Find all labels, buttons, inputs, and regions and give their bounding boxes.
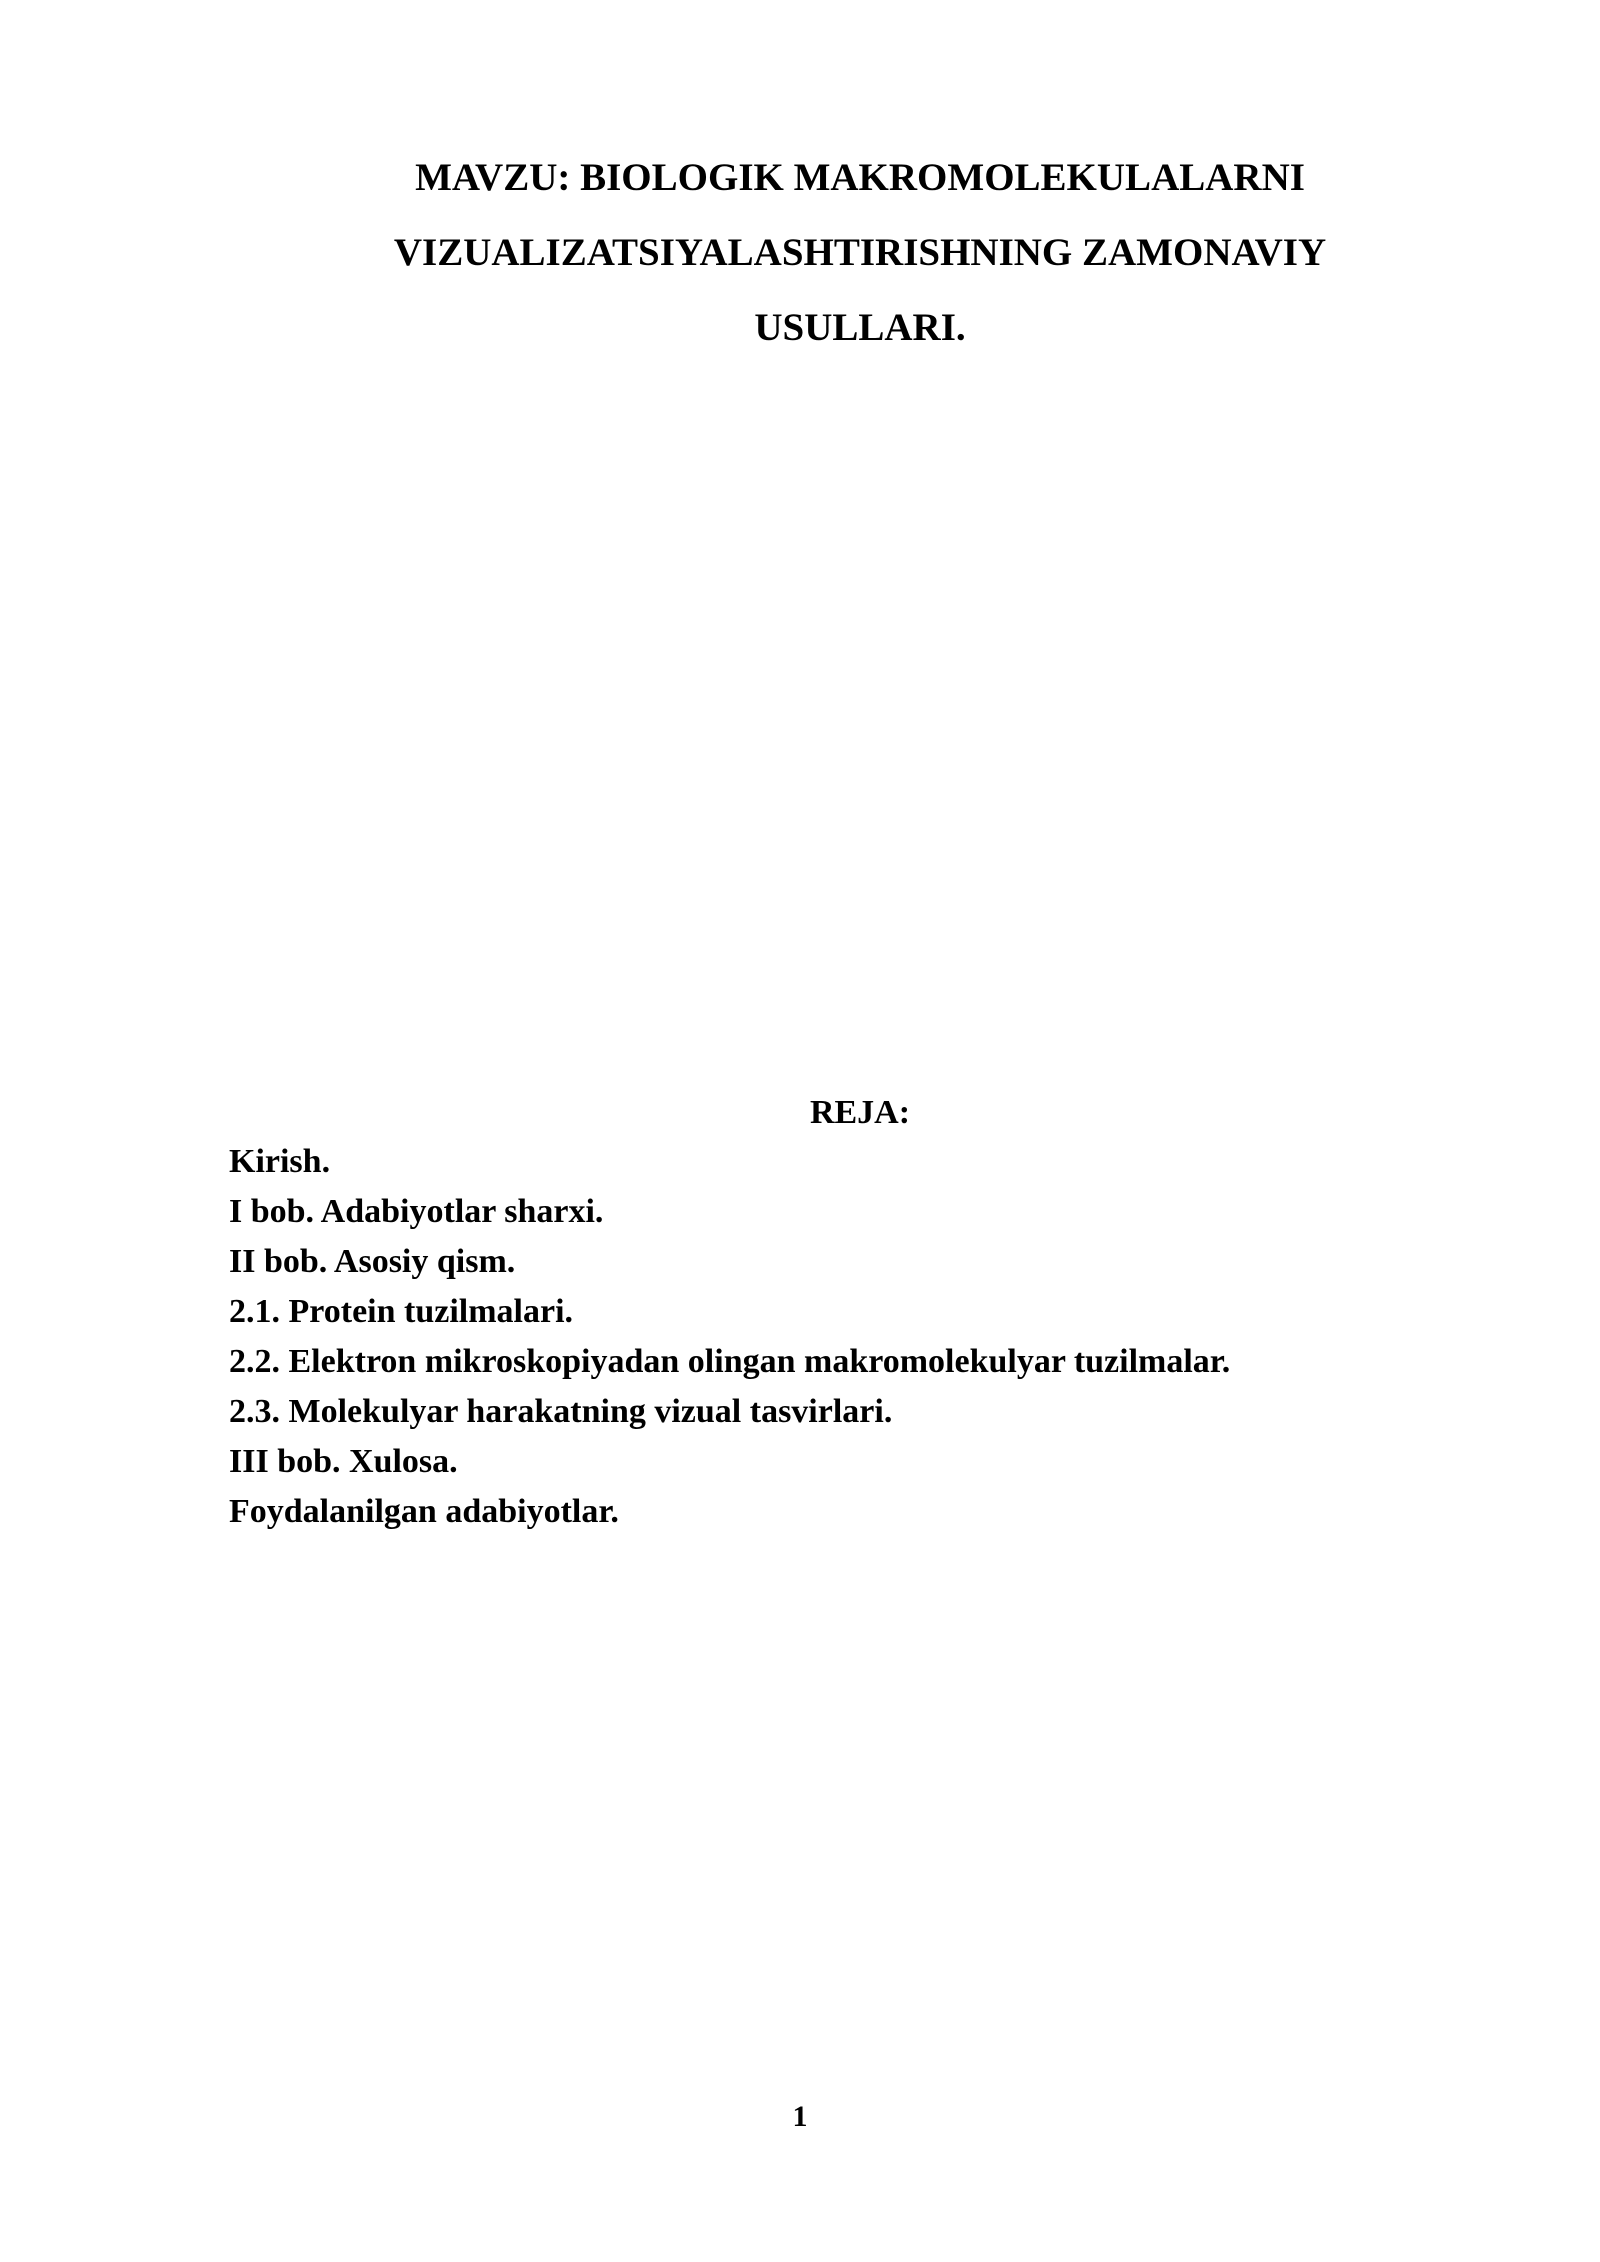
plan-heading: REJA: bbox=[809, 1094, 911, 1131]
title-line-2: VIZUALIZATSIYALASHTIRISHNING ZAMONAVIY bbox=[393, 231, 1327, 274]
title-line-1: MAVZU: BIOLOGIK MAKROMOLEKULALARNI bbox=[415, 156, 1305, 199]
plan-item-section-2-3: 2.3. Molekulyar harakatning vizual tasvirlari. bbox=[229, 1393, 893, 1430]
plan-item-introduction: Kirish. bbox=[229, 1143, 331, 1180]
plan-item-chapter-3: III bob. Xulosa. bbox=[229, 1443, 458, 1480]
plan-item-references: Foydalanilgan adabiyotlar. bbox=[229, 1493, 619, 1530]
plan-list bbox=[229, 1137, 1429, 1537]
document-title bbox=[330, 140, 1390, 365]
plan-item-chapter-2: II bob. Asosiy qism. bbox=[229, 1243, 516, 1280]
page-number: 1 bbox=[792, 2100, 808, 2133]
title-line-3: USULLARI. bbox=[754, 306, 966, 349]
plan-item-section-2-1: 2.1. Protein tuzilmalari. bbox=[229, 1293, 574, 1330]
plan-item-chapter-1: I bob. Adabiyotlar sharxi. bbox=[229, 1193, 604, 1230]
plan-item-section-2-2: 2.2. Elektron mikroskopiyadan olingan makromolekulyar tuzilmalar. bbox=[229, 1343, 1231, 1380]
